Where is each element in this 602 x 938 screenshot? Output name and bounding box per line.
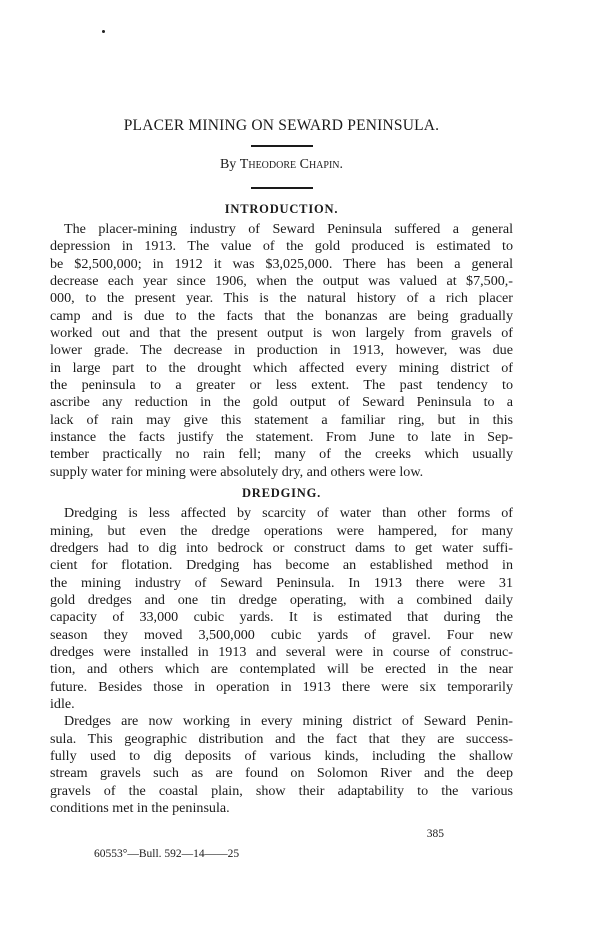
author-name: Theodore Chapin [239,157,340,172]
page-footer [50,827,513,867]
text-line: The placer-mining industry of Seward Peninsula suffered a general [64,221,513,237]
text-line: camp and is due to the facts that the bonanzas are being gradually [50,307,513,324]
paragraph-dredging-2 [50,713,513,817]
footer-signature: 60553°—Bull. 592—14——25 [94,848,240,861]
text-line: dredges were installed in 1913 and several were in course of construc- [50,643,513,660]
text-line: cient for flotation. Dredging has become an established method in [50,557,513,574]
byline [50,156,513,174]
text-line: capacity of 33,000 cubic yards. It is estimated that during the [50,609,513,626]
byline-rule [251,187,313,189]
text-line: tember practically no rain fell; many of the creeks which usually [50,446,513,463]
text-line: in large part to the drought which affected every mining district of [50,359,513,376]
section-heading-introduction: INTRODUCTION. [224,202,339,216]
byline-prefix: By [219,157,237,172]
paragraph-introduction [50,221,513,481]
text-line: future. Besides those in operation in 1913 there were six temporarily [50,678,513,695]
text-line: depression in 1913. The value of the gold produced is estimated to [50,238,513,255]
text-line: the mining industry of Seward Peninsula. In 1913 there were 31 [50,574,513,591]
text-line: Dredges are now working in every mining district of Seward Penin- [64,713,513,730]
text-line: idle. [50,695,75,712]
title-rule [251,145,313,147]
text-line: be $2,500,000; in 1912 it was $3,025,000. There has been a general [50,255,513,272]
text-line: worked out and that the present output is won largely from gravels of [50,325,513,342]
text-line: lower grade. The decrease in production in 1913, however, was due [50,342,513,359]
text-line: lack of rain may give this statement a familiar ring, but in this [50,411,513,428]
article-title: PLACER MINING ON SEWARD PENINSULA. [123,117,440,134]
text-line: Dredging is less affected by scarcity of water than other forms of [64,505,513,522]
text-line: gravels of the coastal plain, show their adaptability to the various [50,782,513,799]
text-line: ascribe any reduction in the gold output of Seward Peninsula to a [50,394,513,411]
text-line: supply water for mining were absolutely dry, and others were low. [50,463,424,480]
text-line: mining, but even the dredge operations were hampered, for many [50,522,513,539]
text-line: instance the facts justify the statement. From June to late in Sep- [50,429,513,446]
text-line: decrease each year since 1906, when the output was valued at $7,500,- [50,273,513,290]
text-line: stream gravels such as are found on Solomon River and the deep [50,765,513,782]
text-line: conditions met in the peninsula. [50,800,230,816]
text-line: sula. This geographic distribution and the fact that they are success- [50,730,513,747]
paragraph-dredging-1 [50,505,513,713]
section-heading-dredging: DREDGING. [241,486,322,501]
text-line: fully used to dig deposits of various kinds, including the shallow [50,747,513,764]
text-line: the peninsula to a greater or less extent. The past tendency to [50,377,513,394]
text-line: 000, to the present year. This is the natural history of a rich placer [50,290,513,307]
text-line: dredgers had to dig into bedrock or construct dams to get water suffi- [50,539,513,556]
page-number: 385 [426,828,444,841]
text-line: gold dredges and one tin dredge operating, with a combined daily [50,591,513,608]
byline-suffix: . [339,157,344,172]
text-line: tion, and others which are contemplated will be erected in the near [50,661,513,678]
text-line: season they moved 3,500,000 cubic yards of gravel. Four new [50,626,513,643]
